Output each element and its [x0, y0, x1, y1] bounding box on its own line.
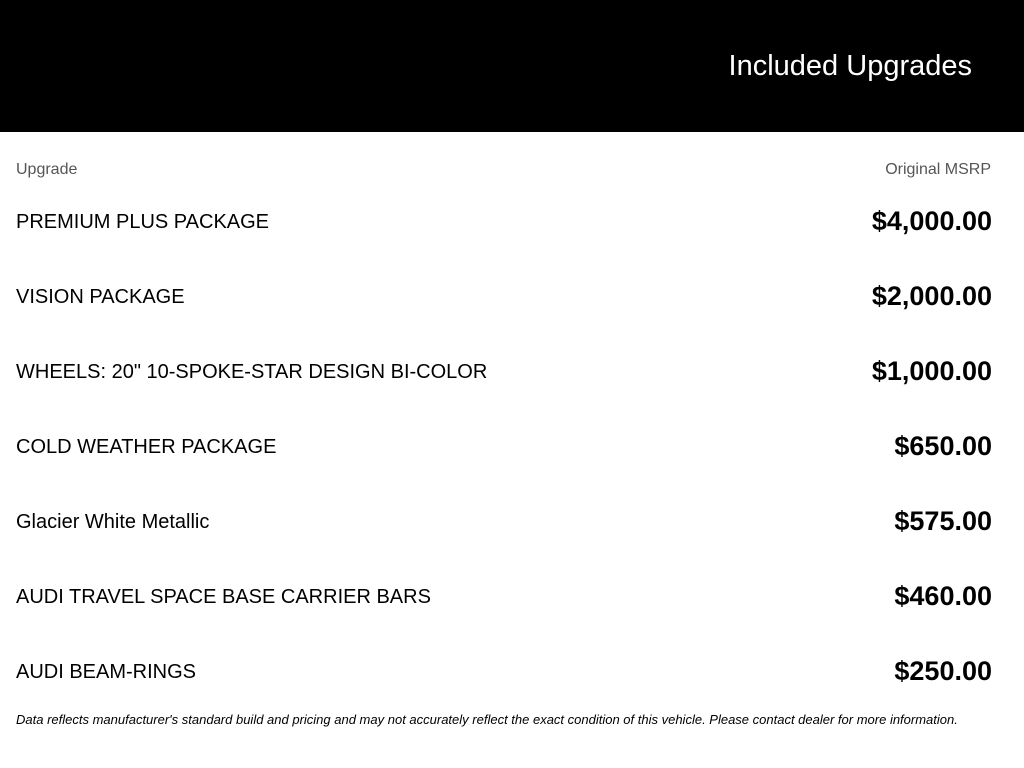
- upgrade-name: COLD WEATHER PACKAGE: [16, 436, 277, 458]
- upgrade-row: [16, 347, 992, 422]
- page-title: Included Upgrades: [728, 50, 972, 82]
- upgrade-name: Glacier White Metallic: [16, 511, 210, 533]
- upgrade-row: [16, 572, 992, 647]
- upgrade-row: [16, 197, 992, 272]
- upgrade-row: [16, 497, 992, 572]
- upgrade-price: $250.00: [894, 656, 992, 686]
- upgrade-row: [16, 272, 992, 347]
- upgrade-price: $575.00: [894, 506, 992, 536]
- upgrade-name: VISION PACKAGE: [16, 286, 185, 308]
- upgrade-name: PREMIUM PLUS PACKAGE: [16, 211, 270, 233]
- upgrade-name: AUDI BEAM-RINGS: [16, 661, 197, 683]
- column-header-msrp: Original MSRP: [885, 161, 991, 178]
- disclaimer-text: Data reflects manufacturer's standard build and pricing and may not accurately reflect the exact condition of this vehicle. Please contact dealer for more information.: [16, 712, 958, 727]
- column-header-upgrade: Upgrade: [16, 161, 78, 178]
- upgrade-price: $650.00: [894, 431, 992, 461]
- header-bar: [0, 0, 1024, 132]
- upgrade-name: WHEELS: 20" 10-SPOKE-STAR DESIGN BI-COLOR: [16, 361, 488, 383]
- upgrade-price: $2,000.00: [871, 281, 992, 311]
- upgrade-price: $4,000.00: [871, 206, 992, 236]
- column-headers: [16, 160, 991, 180]
- upgrade-row: [16, 422, 992, 497]
- upgrades-list: [16, 197, 992, 722]
- upgrade-price: $1,000.00: [871, 356, 992, 386]
- upgrade-price: $460.00: [894, 581, 992, 611]
- upgrade-name: AUDI TRAVEL SPACE BASE CARRIER BARS: [16, 586, 431, 608]
